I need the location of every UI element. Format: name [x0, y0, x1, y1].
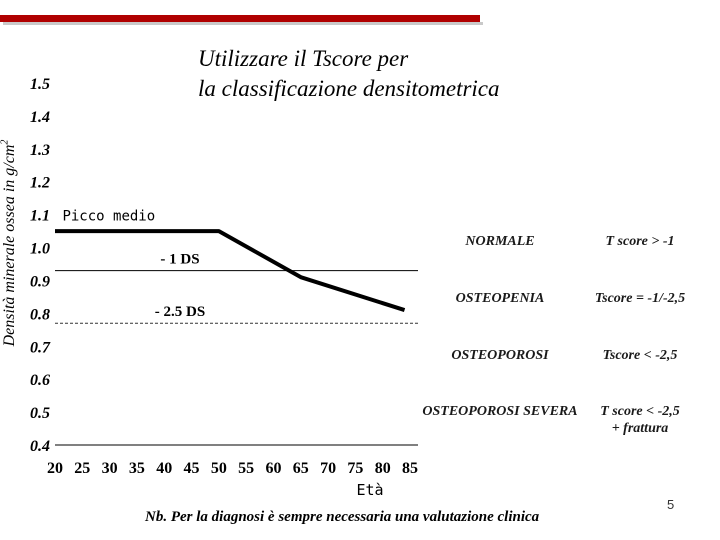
- classification-criterion: Tscore < -2,5: [602, 348, 678, 363]
- reference-line-label: - 2.5 DS: [154, 304, 206, 321]
- clinical-note: Nb. Per la diagnosi è sempre necessaria una valutazione clinica: [145, 509, 540, 525]
- page-number: 5: [667, 497, 675, 512]
- y-tick-label: 1.1: [30, 207, 50, 225]
- x-tick-label: 45: [183, 460, 200, 477]
- x-tick-label: 25: [74, 460, 91, 477]
- y-tick-label: 1.5: [30, 76, 50, 93]
- y-tick-label: 1.2: [30, 174, 50, 192]
- y-axis-label-text: Densità minerale ossea in $g/cm^2$: [0, 139, 19, 347]
- y-tick-label: 0.5: [30, 405, 50, 423]
- reference-line-label: - 1 DS: [160, 251, 200, 268]
- y-tick-label: 0.8: [30, 306, 50, 324]
- x-tick-label: 20: [47, 460, 63, 477]
- classification-category: NORMALE: [465, 234, 535, 249]
- y-tick-label: 0.6: [30, 372, 50, 390]
- y-tick-label: 1.0: [30, 240, 50, 258]
- x-tick-label: 35: [128, 460, 145, 477]
- x-tick-label: 70: [320, 460, 337, 477]
- classification-category: OSTEOPENIA: [455, 291, 545, 306]
- classification-criterion: T score > -1: [605, 234, 675, 249]
- y-tick-label: 0.7: [30, 339, 50, 357]
- classification-category: OSTEOPOROSI SEVERA: [422, 404, 578, 419]
- x-tick-label: 80: [374, 460, 391, 477]
- y-tick-label: 0.4: [30, 438, 50, 455]
- x-axis-title: Età: [356, 481, 384, 499]
- y-tick-label: 1.3: [30, 141, 50, 159]
- classification-criterion-line2: + frattura: [611, 421, 669, 436]
- x-tick-label: 30: [101, 460, 118, 477]
- x-tick-label: 75: [347, 460, 364, 477]
- x-tick-label: 60: [265, 460, 282, 477]
- x-tick-label: 40: [156, 460, 173, 477]
- y-axis-label-superscript: 2: [0, 139, 11, 145]
- title-line-1: Utilizzare il Tscore per: [198, 46, 409, 71]
- peak-annotation: Picco medio: [62, 208, 156, 225]
- x-tick-label: 85: [402, 460, 418, 477]
- y-tick-label: 1.4: [30, 108, 50, 126]
- x-tick-label: 65: [292, 460, 309, 477]
- x-tick-label: 50: [210, 460, 227, 477]
- classification-criterion: T score < -2,5: [600, 404, 680, 419]
- x-tick-label: 55: [238, 460, 255, 477]
- classification-category: OSTEOPOROSI: [451, 348, 549, 363]
- title-line-2: la classificazione densitometrica: [198, 76, 500, 101]
- classification-criterion: Tscore = -1/-2,5: [594, 291, 686, 306]
- y-tick-label: 0.9: [30, 273, 50, 291]
